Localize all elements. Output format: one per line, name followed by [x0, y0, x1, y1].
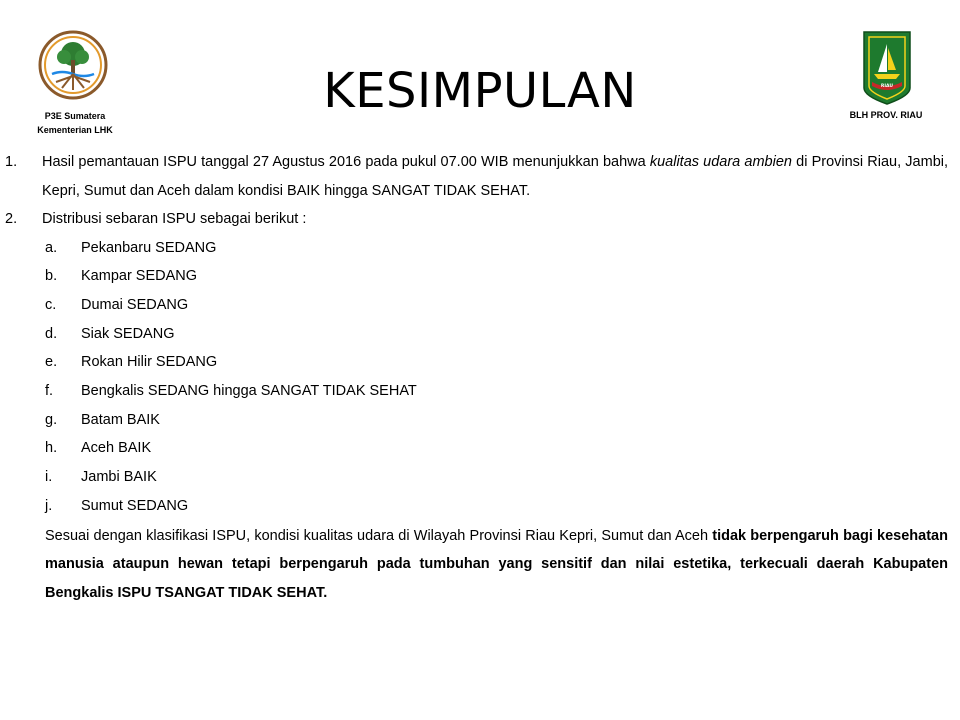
sub-text: Bengkalis SEDANG hingga SANGAT TIDAK SEHAT	[81, 383, 417, 400]
sub-item-h	[0, 434, 960, 463]
sub-item-g	[0, 406, 960, 435]
sub-letter: f.	[45, 383, 54, 400]
item1-italic: kualitas udara ambien	[649, 154, 792, 170]
sub-text: Sumut SEDANG	[81, 497, 189, 514]
list-number: 2.	[5, 211, 18, 227]
content-body	[0, 148, 960, 607]
sub-item-i	[0, 463, 960, 492]
sub-letter: b.	[45, 268, 58, 285]
sub-item-j	[0, 492, 960, 521]
list-number: 1.	[5, 154, 18, 170]
sub-letter: e.	[45, 354, 58, 371]
page-title: KESIMPULAN	[323, 63, 637, 119]
sub-item-f	[0, 377, 960, 406]
right-org-caption: BLH PROV. RIAU	[849, 110, 923, 120]
sub-letter: g.	[45, 411, 58, 428]
list-item-text	[42, 148, 948, 205]
sub-item-e	[0, 348, 960, 377]
sub-letter: h.	[45, 440, 58, 457]
sub-text: Pekanbaru SEDANG	[81, 239, 217, 256]
sub-item-a	[0, 234, 960, 263]
list-item-1	[0, 148, 960, 205]
sub-text: Dumai SEDANG	[81, 296, 189, 313]
left-org-line2: Kementerian LHK	[37, 125, 113, 135]
emblem-text: RIAU	[880, 84, 894, 89]
sub-text: Siak SEDANG	[81, 325, 175, 342]
sub-letter: d.	[45, 325, 58, 342]
conclusion-bold: tidak berpengaruh bagi kesehatan manusia ataupun hewan tetapi berpengaruh pada tumbuhan yang sensitif dan nilai estetika, terkecuali daerah Kabupaten Bengkalis ISPU TSANGAT TIDAK SEHAT.	[45, 527, 948, 601]
list-item-text: Distribusi sebaran ISPU sebagai berikut :	[42, 211, 307, 227]
sub-letter: i.	[45, 469, 53, 486]
sub-letter: a.	[45, 239, 58, 256]
sub-text: Batam BAIK	[81, 411, 160, 428]
sub-text: Rokan Hilir SEDANG	[81, 354, 218, 371]
item1-part1: Hasil pemantauan ISPU tanggal 27 Agustus 2016 pada pukul 07.00 WIB menunjukkan bahwa	[42, 154, 650, 170]
riau-emblem-icon	[862, 30, 912, 106]
sub-text: Aceh BAIK	[81, 440, 152, 457]
conclusion-paragraph	[45, 522, 948, 608]
conclusion-normal: Sesuai dengan klasifikasi ISPU, kondisi kualitas udara di Wilayah Provinsi Riau Kepri, Sumut dan Aceh	[45, 527, 713, 544]
left-org-line1: P3E Sumatera	[44, 111, 106, 121]
sub-text: Kampar SEDANG	[81, 268, 198, 285]
sub-letter: c.	[45, 296, 57, 313]
item1-part2: di Provinsi Riau, Jambi, Kepri, Sumut dan Aceh dalam kondisi BAIK hingga SANGAT TIDAK SEHAT.	[42, 154, 949, 199]
sub-text: Jambi BAIK	[81, 469, 157, 486]
sub-item-c	[0, 291, 960, 320]
sub-item-b	[0, 262, 960, 291]
list-item-2	[0, 205, 960, 234]
sub-letter: j.	[45, 497, 53, 514]
sub-item-d	[0, 320, 960, 349]
